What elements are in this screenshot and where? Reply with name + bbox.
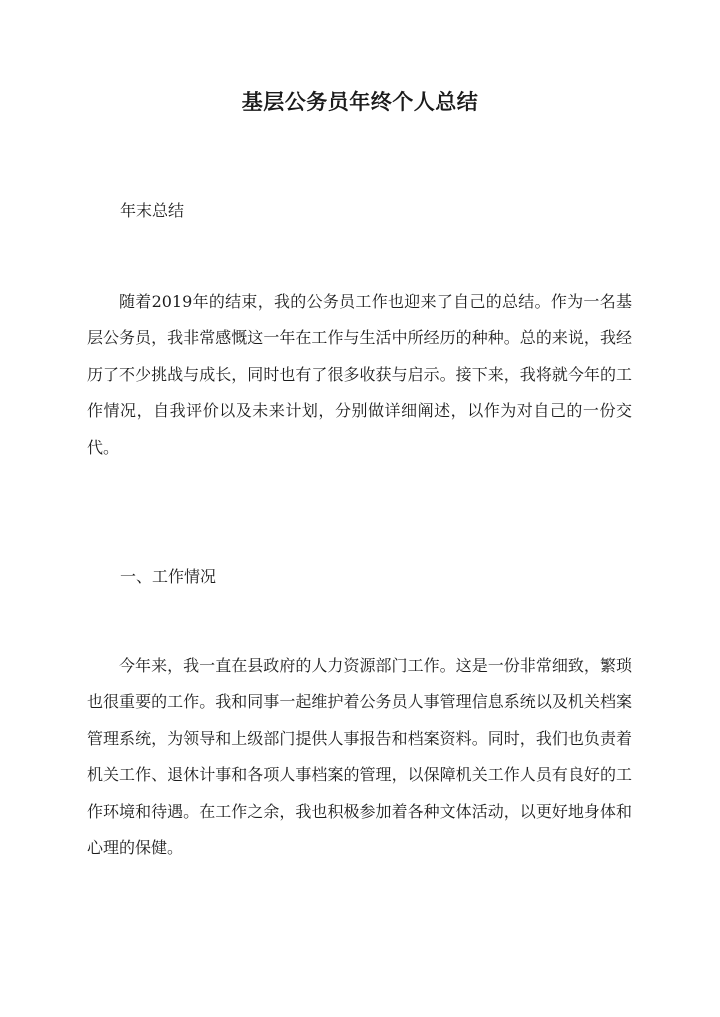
section-heading-work-status: 一、工作情况 bbox=[120, 567, 217, 586]
work-status-paragraph: 今年来，我一直在县政府的人力资源部门工作。这是一份非常细致，繁琐也很重要的工作。我和同事一起维护着公务员人事管理信息系统以及机关档案管理系统，为领导和上级部门提供人事报告和档案资料。同时，我们也负责着机关工作、退休计事和各项人事档案的管理，以保障机关工作人员有良好的工作环境和待遇。在工作之余，我也积极参加着各种文体活动，以更好地身体和心理的保健。 bbox=[87, 656, 632, 858]
document-title: 基层公务员年终个人总结 bbox=[241, 89, 479, 114]
section-heading-year-end-summary: 年末总结 bbox=[120, 201, 185, 220]
intro-paragraph: 随着2019年的结束，我的公务员工作也迎来了自己的总结。作为一名基层公务员，我非常感慨这一年在工作与生活中所经历的种种。总的来说，我经历了不少挑战与成长，同时也有了很多收获与启示。接下来，我将就今年的工作情况，自我评价以及未来计划，分别做详细阐述，以作为对自己的一份交代。 bbox=[87, 292, 632, 457]
